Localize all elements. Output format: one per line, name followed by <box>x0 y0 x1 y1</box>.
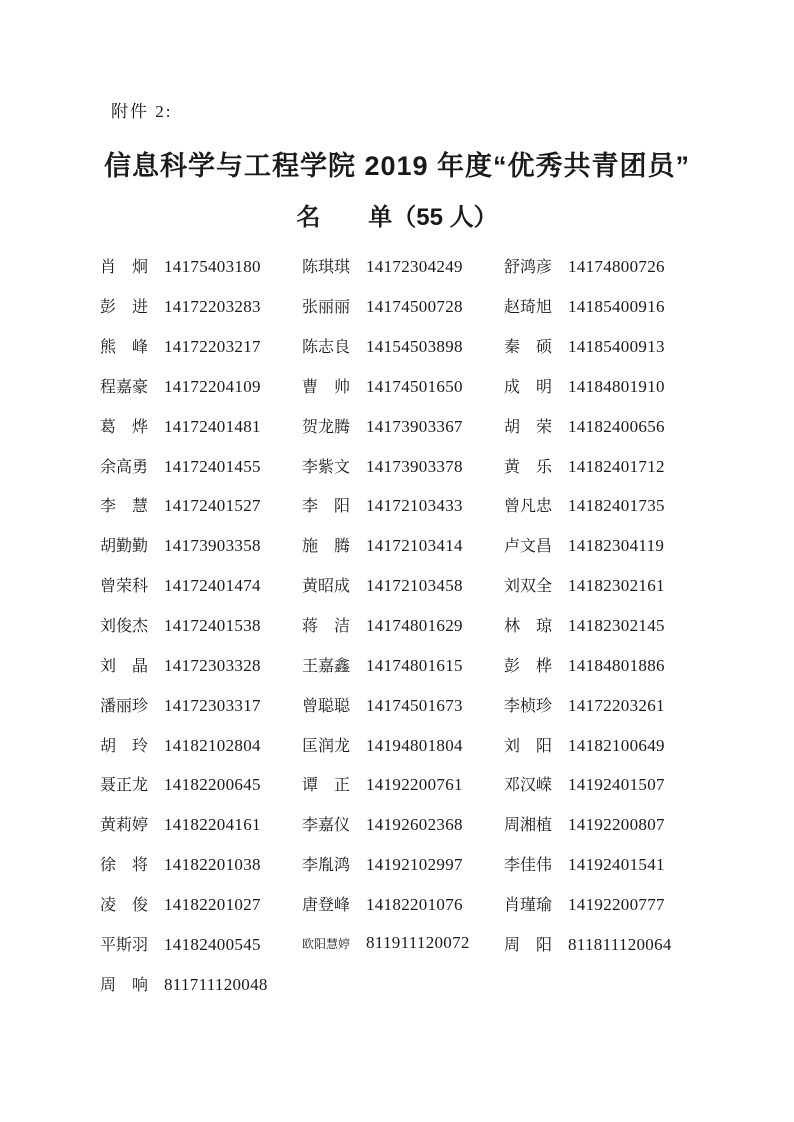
member-name: 唐登峰 <box>302 896 351 914</box>
member-name: 李 慧 <box>100 498 149 516</box>
member-name: 李嘉仪 <box>302 817 351 835</box>
roster-entry <box>100 334 302 357</box>
member-id: 14172203217 <box>164 337 261 357</box>
roster-entry <box>100 414 302 437</box>
roster-entry <box>302 254 504 277</box>
roster-entry <box>100 932 302 955</box>
member-name: 胡勤勤 <box>100 538 149 556</box>
member-name: 刘 阳 <box>504 737 553 755</box>
member-name: 林 琼 <box>504 618 553 636</box>
roster-row <box>100 405 706 445</box>
member-id: 14192401541 <box>568 855 665 875</box>
member-id: 14192602368 <box>366 815 463 835</box>
roster-row <box>100 286 706 326</box>
attachment-label: 附件 2: <box>111 102 173 121</box>
roster-row <box>100 963 706 1003</box>
member-name: 黄昭成 <box>302 578 351 596</box>
roster-entry <box>504 772 706 795</box>
member-name: 李胤鸿 <box>302 857 351 875</box>
roster-entry <box>504 613 706 636</box>
member-id: 14173903358 <box>164 536 261 556</box>
member-name: 舒鸿彦 <box>504 259 553 277</box>
roster-entry <box>100 972 302 995</box>
member-name: 曹 帅 <box>302 378 351 396</box>
member-name: 卢文昌 <box>504 538 553 556</box>
roster-entry <box>504 533 706 556</box>
roster-entry <box>504 653 706 676</box>
roster-row <box>100 326 706 366</box>
roster-entry <box>100 294 302 317</box>
member-id: 14174801615 <box>366 655 463 675</box>
roster-entry <box>100 892 302 915</box>
roster-entry <box>302 533 504 556</box>
roster-entry <box>100 653 302 676</box>
member-name: 黄 乐 <box>504 458 553 476</box>
member-id: 14192200761 <box>366 775 463 795</box>
member-name: 周 响 <box>100 976 149 994</box>
member-name: 李桢珍 <box>504 697 553 715</box>
roster-entry <box>302 454 504 477</box>
roster-entry <box>100 812 302 835</box>
member-id: 14182102804 <box>164 735 261 755</box>
member-name: 欧阳慧婷 <box>302 937 351 952</box>
member-id: 14182100649 <box>568 735 665 755</box>
roster-row <box>100 684 706 724</box>
roster-entry <box>100 852 302 875</box>
member-id: 14172103414 <box>366 536 463 556</box>
roster-entry <box>100 733 302 756</box>
member-id: 14172304249 <box>366 257 463 277</box>
roster-row <box>100 605 706 645</box>
roster-entry <box>302 933 504 953</box>
member-id: 14172203283 <box>164 297 261 317</box>
member-name: 李紫文 <box>302 458 351 476</box>
roster-entry <box>100 454 302 477</box>
roster-entry <box>302 733 504 756</box>
member-id: 14172203261 <box>568 695 665 715</box>
roster-entry <box>302 653 504 676</box>
member-name: 余高勇 <box>100 458 149 476</box>
member-name: 王嘉鑫 <box>302 657 351 675</box>
roster-row <box>100 764 706 804</box>
member-name: 黄莉婷 <box>100 817 149 835</box>
member-id: 14154503898 <box>366 337 463 357</box>
roster-entry <box>504 573 706 596</box>
roster-entry <box>100 254 302 277</box>
roster-entry <box>504 254 706 277</box>
roster-entry <box>504 374 706 397</box>
member-id: 14192401507 <box>568 775 665 795</box>
roster-row <box>100 525 706 565</box>
member-name: 邓汉嵘 <box>504 777 553 795</box>
member-id: 14172401527 <box>164 496 261 516</box>
member-id: 14174800726 <box>568 257 665 277</box>
roster-entry <box>504 414 706 437</box>
member-id: 14194801804 <box>366 735 463 755</box>
member-name: 成 明 <box>504 378 553 396</box>
member-name: 熊 峰 <box>100 339 149 357</box>
roster-entry <box>504 812 706 835</box>
member-name: 陈志良 <box>302 339 351 357</box>
member-name: 曾聪聪 <box>302 697 351 715</box>
member-name: 李佳伟 <box>504 857 553 875</box>
member-name: 潘丽珍 <box>100 697 149 715</box>
member-name: 施 腾 <box>302 538 351 556</box>
roster-entry <box>302 414 504 437</box>
roster-entry <box>504 852 706 875</box>
roster-entry <box>504 334 706 357</box>
roster-entry <box>302 294 504 317</box>
member-id: 14192200807 <box>568 815 665 835</box>
roster-entry <box>504 892 706 915</box>
member-id: 14182304119 <box>568 536 665 556</box>
roster-entry <box>100 493 302 516</box>
roster-row <box>100 565 706 605</box>
member-name: 胡 玲 <box>100 737 149 755</box>
member-id: 14172103433 <box>366 496 463 516</box>
member-name: 平斯羽 <box>100 936 149 954</box>
member-name: 张丽丽 <box>302 299 351 317</box>
member-id: 14182201027 <box>164 894 261 914</box>
member-id: 14192102997 <box>366 855 463 875</box>
member-name: 葛 烨 <box>100 418 149 436</box>
member-name: 曾荣科 <box>100 578 149 596</box>
member-id: 14174801629 <box>366 616 463 636</box>
member-id: 14175403180 <box>164 257 261 277</box>
member-name: 谭 正 <box>302 777 351 795</box>
member-name: 赵琦旭 <box>504 299 553 317</box>
roster-entry <box>302 493 504 516</box>
roster-entry <box>100 613 302 636</box>
member-name: 程嘉豪 <box>100 378 149 396</box>
member-name: 彭 进 <box>100 299 149 317</box>
roster-entry <box>504 294 706 317</box>
member-id: 14185400913 <box>568 337 665 357</box>
roster-row <box>100 644 706 684</box>
roster-row <box>100 923 706 963</box>
member-name: 陈琪琪 <box>302 259 351 277</box>
member-id: 14172103458 <box>366 576 463 596</box>
member-id: 14182200645 <box>164 775 261 795</box>
member-name: 周湘植 <box>504 817 553 835</box>
member-name: 凌 俊 <box>100 896 149 914</box>
member-id: 14172204109 <box>164 376 261 396</box>
member-name: 胡 荣 <box>504 418 553 436</box>
member-id: 811811120064 <box>568 934 672 954</box>
roster-entry <box>302 374 504 397</box>
roster-entry <box>302 573 504 596</box>
document-title: 信息科学与工程学院 2019 年度“优秀共青团员” <box>103 151 691 181</box>
member-name: 贺龙腾 <box>302 418 351 436</box>
member-id: 14182302161 <box>568 576 665 596</box>
member-name: 匡润龙 <box>302 737 351 755</box>
roster-entry <box>100 533 302 556</box>
roster-entry <box>100 693 302 716</box>
member-id: 14172401481 <box>164 416 261 436</box>
roster-entry <box>302 613 504 636</box>
member-id: 14184801886 <box>568 655 665 675</box>
member-id: 14174500728 <box>366 297 463 317</box>
roster-entry <box>504 733 706 756</box>
roster-row <box>100 724 706 764</box>
roster-entry <box>100 772 302 795</box>
roster-row <box>100 844 706 884</box>
roster-row <box>100 366 706 406</box>
member-name: 徐 将 <box>100 857 149 875</box>
roster-entry <box>302 812 504 835</box>
member-id: 14182201038 <box>164 855 261 875</box>
member-id: 14182201076 <box>366 894 463 914</box>
member-id: 14182401735 <box>568 496 665 516</box>
roster-row <box>100 485 706 525</box>
roster-row <box>100 445 706 485</box>
member-id: 14172401538 <box>164 616 261 636</box>
member-id: 14182401712 <box>568 456 665 476</box>
member-id: 14184801910 <box>568 376 665 396</box>
roster-entry <box>504 454 706 477</box>
member-id: 811911120072 <box>366 933 470 953</box>
member-id: 14185400916 <box>568 297 665 317</box>
member-id: 14174501650 <box>366 376 463 396</box>
member-id: 14182204161 <box>164 815 261 835</box>
roster-entry <box>302 892 504 915</box>
member-id: 14173903367 <box>366 416 463 436</box>
member-id: 14173903378 <box>366 456 463 476</box>
member-name: 李 阳 <box>302 498 351 516</box>
roster-entry <box>302 852 504 875</box>
member-name: 曾凡忠 <box>504 498 553 516</box>
roster-row <box>100 884 706 924</box>
member-id: 14172401455 <box>164 456 261 476</box>
member-name: 彭 桦 <box>504 657 553 675</box>
member-id: 14172401474 <box>164 576 261 596</box>
roster-row <box>100 804 706 844</box>
member-name: 周 阳 <box>504 936 553 954</box>
roster-entry <box>100 573 302 596</box>
roster <box>100 246 706 1003</box>
member-id: 14172303328 <box>164 655 261 675</box>
member-id: 14182302145 <box>568 616 665 636</box>
member-name: 刘俊杰 <box>100 618 149 636</box>
member-name: 秦 硕 <box>504 339 553 357</box>
roster-entry <box>100 374 302 397</box>
roster-entry <box>504 932 706 955</box>
member-name: 刘双全 <box>504 578 553 596</box>
document-subtitle: 名 单（55 人） <box>296 204 498 231</box>
roster-entry <box>504 493 706 516</box>
member-name: 蒋 洁 <box>302 618 351 636</box>
member-id: 811711120048 <box>164 974 268 994</box>
roster-entry <box>504 693 706 716</box>
member-name: 肖瑾瑜 <box>504 896 553 914</box>
roster-row <box>100 246 706 286</box>
member-id: 14182400545 <box>164 934 261 954</box>
member-id: 14172303317 <box>164 695 261 715</box>
member-id: 14192200777 <box>568 894 665 914</box>
member-name: 刘 晶 <box>100 657 149 675</box>
member-id: 14174501673 <box>366 695 463 715</box>
member-name: 聂正龙 <box>100 777 149 795</box>
roster-entry <box>302 334 504 357</box>
roster-entry <box>302 693 504 716</box>
roster-entry <box>302 772 504 795</box>
member-id: 14182400656 <box>568 416 665 436</box>
member-name: 肖 炯 <box>100 259 149 277</box>
